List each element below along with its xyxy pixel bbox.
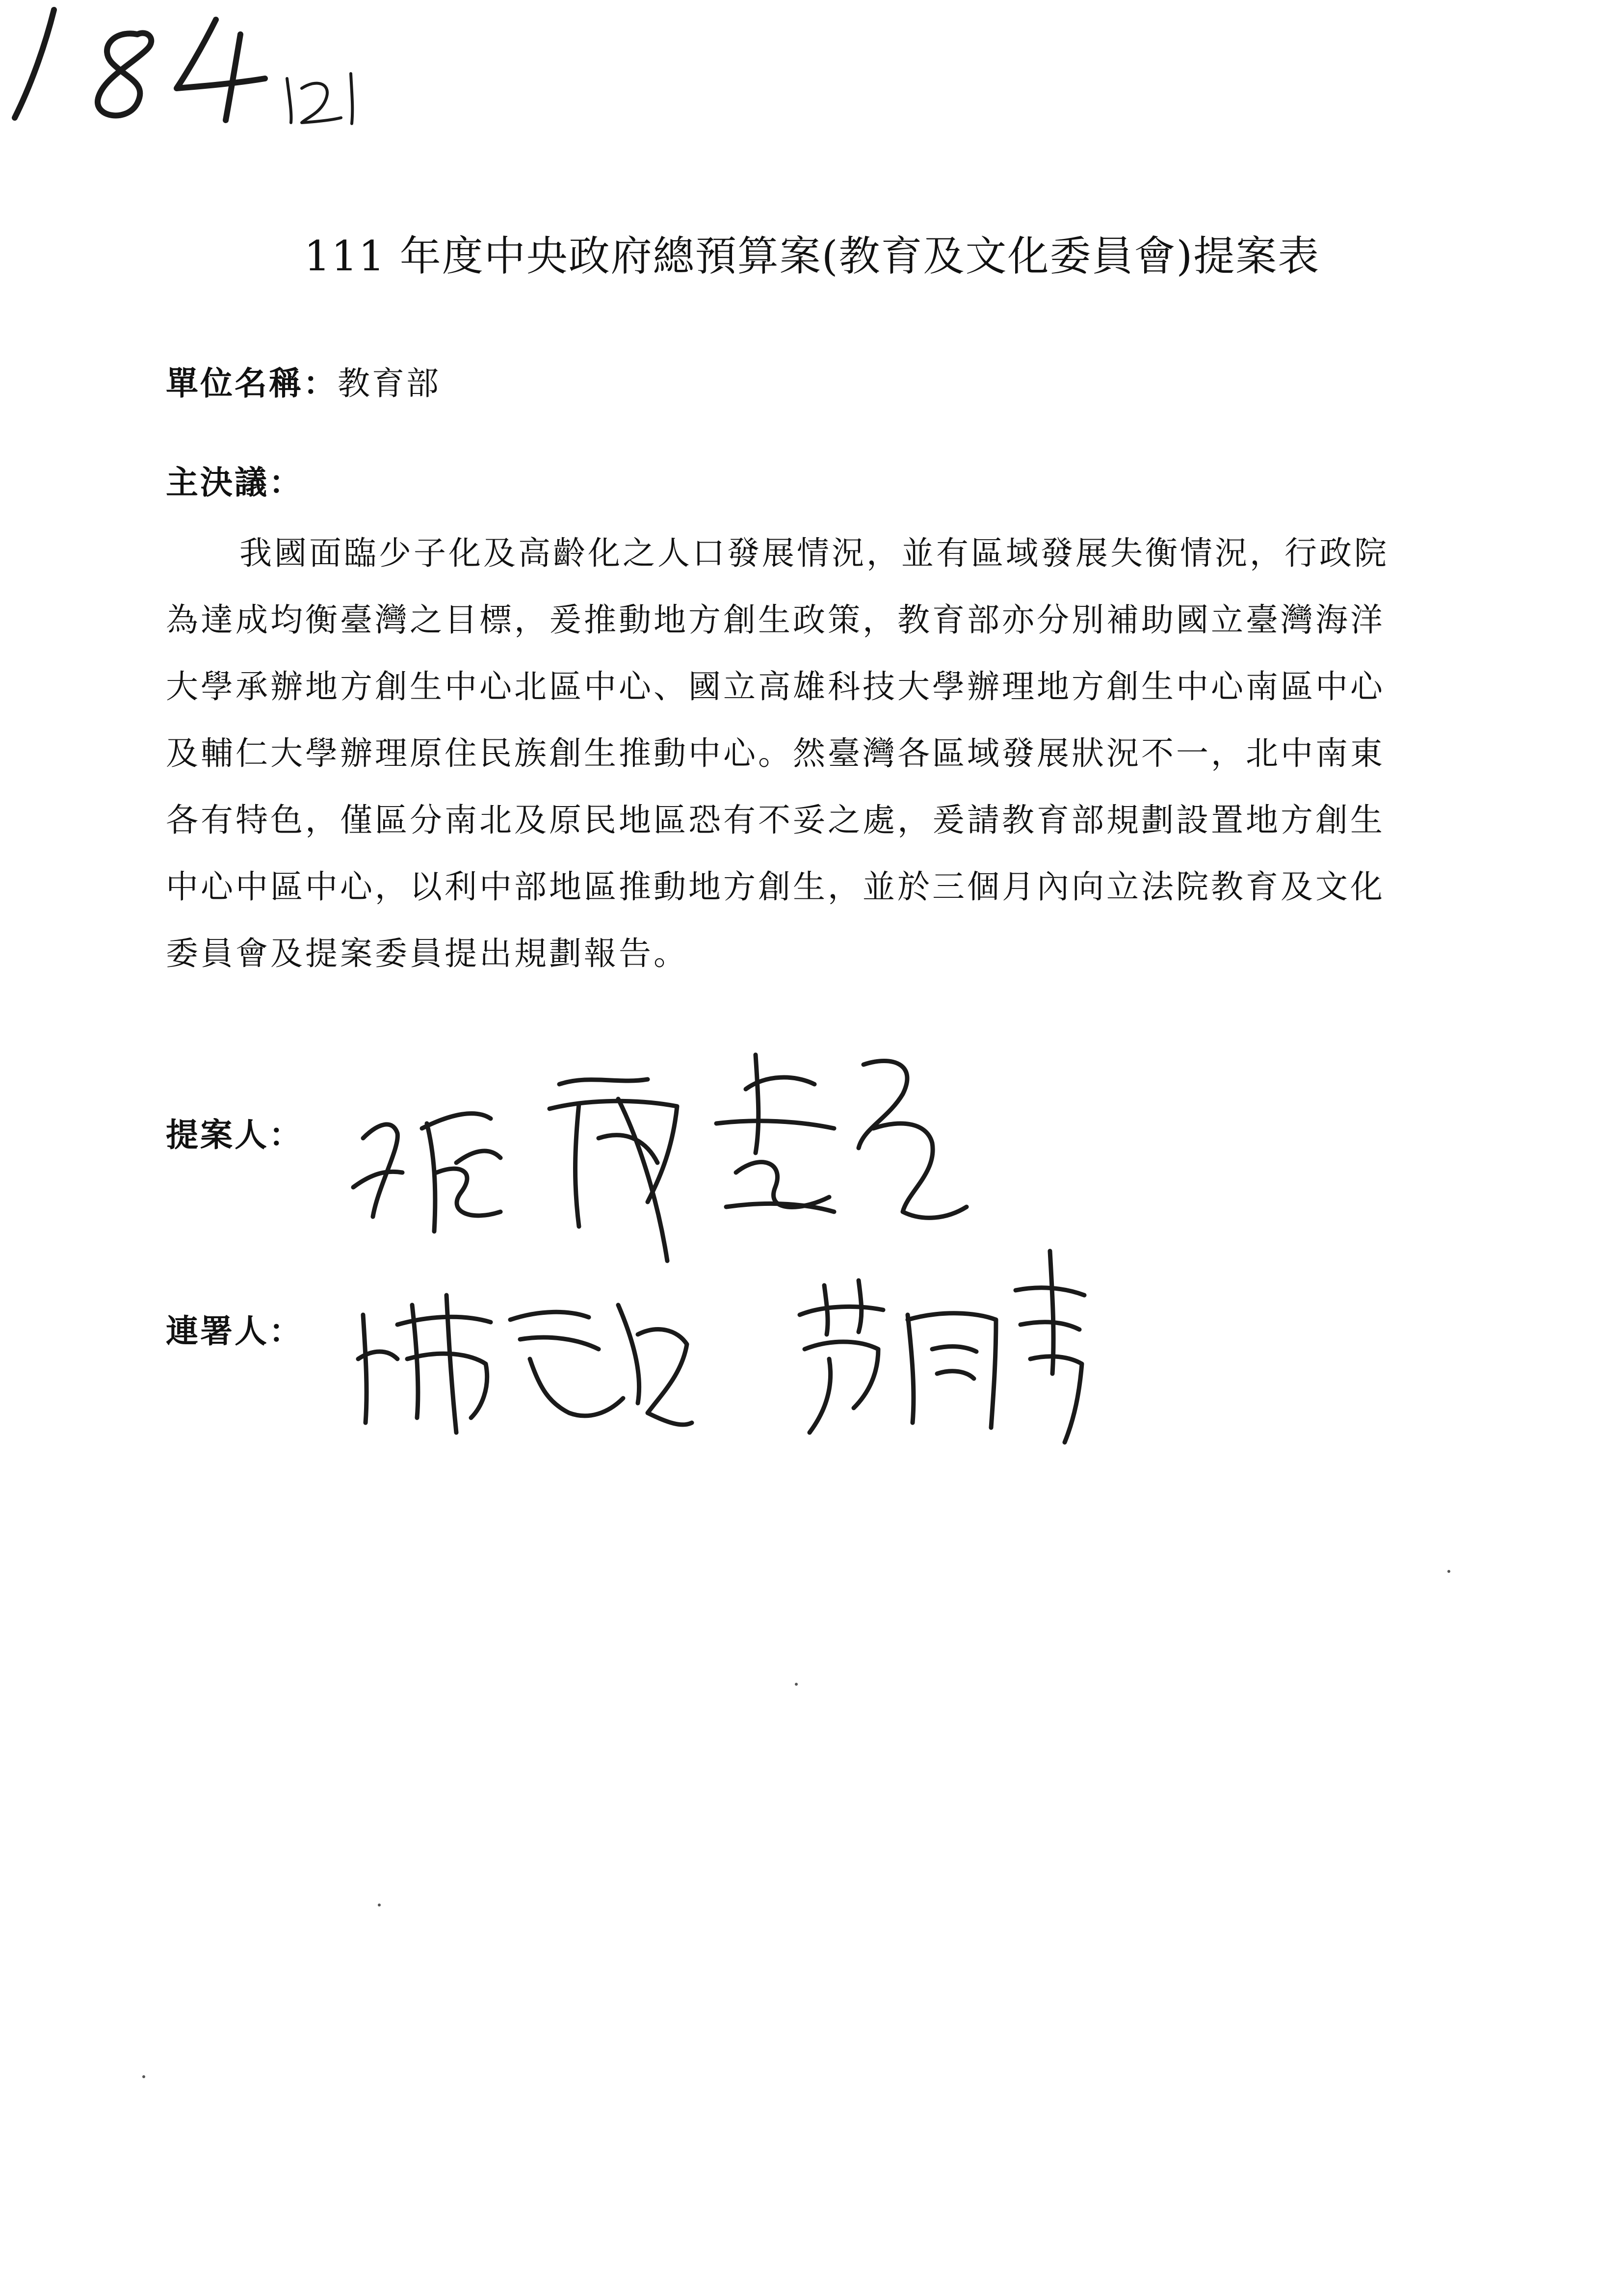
- handwritten-page-number: [0, 0, 275, 128]
- proposer-signature: [343, 1025, 981, 1280]
- body-line: 大學承辦地方創生中心北區中心、國立高雄科技大學辦理地方創生中心南區中心: [166, 668, 1385, 705]
- resolution-label: 主決議：: [166, 464, 303, 501]
- proposer-label: 提案人：: [166, 1116, 303, 1154]
- scan-speck: [795, 1683, 798, 1686]
- handwritten-corner-mark: [277, 69, 366, 128]
- scan-speck: [1447, 1570, 1450, 1573]
- unit-value: 教育部: [338, 365, 441, 402]
- document-title: 111 年度中央政府總預算案(教育及文化委員會)提案表: [304, 232, 1320, 280]
- unit-label: 單位名稱：: [166, 365, 338, 402]
- cosigner-label: 連署人：: [166, 1312, 303, 1350]
- scan-speck: [378, 1904, 381, 1906]
- scan-speck: [142, 2075, 145, 2078]
- body-line: 我國面臨少子化及高齡化之人口發展情況，並有區域發展失衡情況，行政院: [239, 534, 1389, 572]
- body-line: 各有特色，僅區分南北及原民地區恐有不妥之處，爰請教育部規劃設置地方創生: [166, 801, 1385, 839]
- body-line: 及輔仁大學辦理原住民族創生推動中心。然臺灣各區域發展狀況不一，北中南東: [166, 734, 1385, 772]
- body-line: 中心中區中心，以利中部地區推動地方創生，並於三個月內向立法院教育及文化: [166, 868, 1385, 906]
- cosigner-signature-2: [785, 1246, 1089, 1452]
- body-line: 為達成均衡臺灣之目標，爰推動地方創生政策，教育部亦分別補助國立臺灣海洋: [166, 601, 1385, 639]
- cosigner-signature-1: [343, 1276, 697, 1437]
- resolution-body: [166, 520, 1500, 987]
- body-line: 委員會及提案委員提出規劃報告。: [166, 935, 688, 972]
- unit-row: [166, 357, 441, 404]
